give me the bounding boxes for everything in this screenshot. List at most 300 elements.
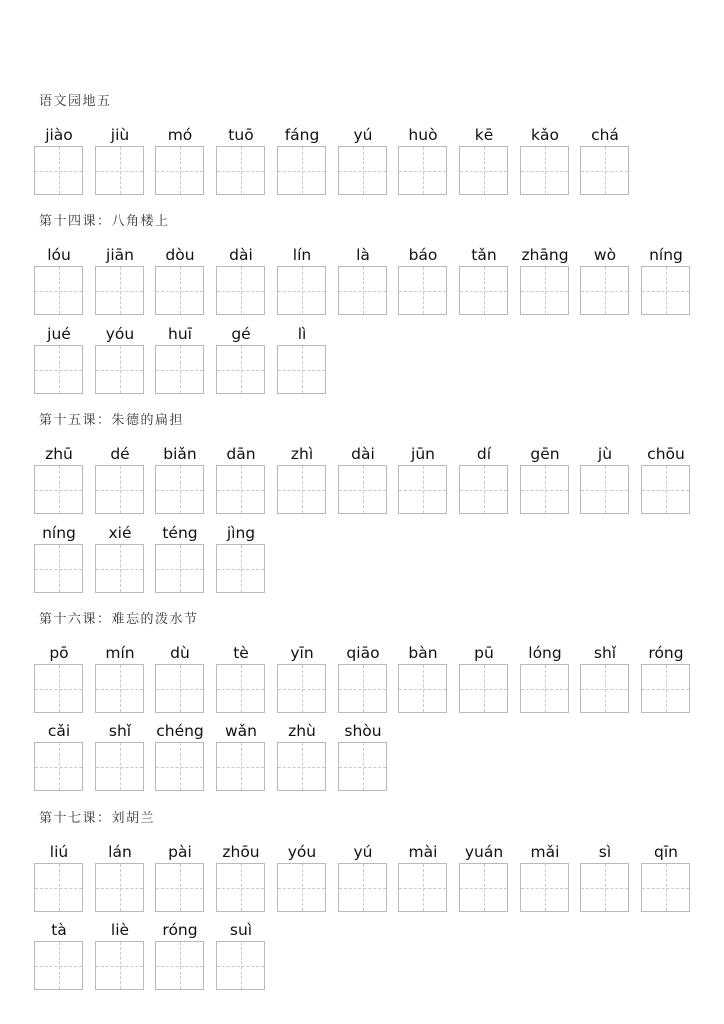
pinyin-label: mǎi — [530, 843, 560, 861]
tianzige-writing-box[interactable] — [398, 664, 447, 713]
tianzige-writing-box[interactable] — [277, 664, 326, 713]
pinyin-label: tè — [233, 644, 249, 662]
pinyin-label: yīn — [290, 644, 314, 662]
tianzige-writing-box[interactable] — [34, 266, 83, 315]
writing-cell — [155, 126, 205, 196]
writing-cell — [338, 246, 388, 316]
pinyin-label: tà — [51, 921, 67, 939]
grid-guide-horizontal — [156, 569, 203, 570]
pinyin-label: mín — [105, 644, 135, 662]
tianzige-writing-box[interactable] — [34, 941, 83, 990]
grid-guide-horizontal — [399, 888, 446, 889]
grid-guide-horizontal — [217, 767, 264, 768]
writing-cell — [34, 126, 84, 196]
grid-guide-horizontal — [339, 171, 386, 172]
pinyin-label: gé — [231, 325, 251, 343]
writing-cell — [520, 445, 570, 515]
pinyin-label: gēn — [530, 445, 560, 463]
grid-guide-horizontal — [217, 888, 264, 889]
pinyin-label: liè — [110, 921, 130, 939]
writing-cell — [95, 325, 145, 395]
writing-cell — [580, 445, 630, 515]
pinyin-row — [34, 921, 277, 991]
grid-guide-horizontal — [96, 490, 143, 491]
writing-cell — [641, 246, 691, 316]
writing-cell — [34, 921, 84, 991]
grid-guide-horizontal — [217, 966, 264, 967]
tianzige-writing-box[interactable] — [398, 863, 447, 912]
grid-guide-horizontal — [521, 171, 568, 172]
tianzige-writing-box[interactable] — [95, 742, 144, 791]
tianzige-writing-box[interactable] — [641, 266, 690, 315]
writing-cell — [155, 644, 205, 714]
writing-cell — [277, 843, 327, 913]
grid-guide-horizontal — [35, 370, 82, 371]
grid-guide-horizontal — [35, 888, 82, 889]
tianzige-writing-box[interactable] — [34, 544, 83, 593]
grid-guide-horizontal — [156, 490, 203, 491]
tianzige-writing-box[interactable] — [277, 146, 326, 195]
pinyin-label: jìng — [226, 524, 256, 542]
pinyin-label: dù — [170, 644, 190, 662]
tianzige-writing-box[interactable] — [216, 863, 265, 912]
writing-cell — [34, 325, 84, 395]
pinyin-row — [34, 445, 702, 515]
tianzige-writing-box[interactable] — [641, 863, 690, 912]
grid-guide-horizontal — [35, 966, 82, 967]
tianzige-writing-box[interactable] — [34, 345, 83, 394]
pinyin-label: jiào — [45, 126, 73, 144]
grid-guide-horizontal — [156, 888, 203, 889]
pinyin-label: níng — [649, 246, 683, 264]
grid-guide-horizontal — [581, 490, 628, 491]
pinyin-label: tǎn — [471, 246, 497, 264]
grid-guide-horizontal — [581, 888, 628, 889]
pinyin-label: chéng — [156, 722, 204, 740]
tianzige-writing-box[interactable] — [95, 146, 144, 195]
tianzige-writing-box[interactable] — [580, 465, 629, 514]
pinyin-label: mó — [167, 126, 193, 144]
tianzige-writing-box[interactable] — [216, 345, 265, 394]
tianzige-writing-box[interactable] — [520, 266, 569, 315]
grid-guide-horizontal — [521, 490, 568, 491]
grid-guide-horizontal — [35, 291, 82, 292]
pinyin-label: lóu — [47, 246, 71, 264]
tianzige-writing-box[interactable] — [398, 146, 447, 195]
tianzige-writing-box[interactable] — [95, 345, 144, 394]
grid-guide-horizontal — [521, 291, 568, 292]
pinyin-label: là — [356, 246, 370, 264]
grid-guide-horizontal — [581, 291, 628, 292]
grid-guide-horizontal — [460, 888, 507, 889]
pinyin-label: zhū — [45, 445, 73, 463]
tianzige-writing-box[interactable] — [95, 544, 144, 593]
grid-guide-horizontal — [399, 291, 446, 292]
pinyin-label: tuō — [228, 126, 254, 144]
writing-cell — [216, 325, 266, 395]
section-title: 语文园地五 — [39, 94, 112, 109]
tianzige-writing-box[interactable] — [216, 941, 265, 990]
writing-cell — [216, 722, 266, 792]
pinyin-label: liú — [49, 843, 69, 861]
tianzige-writing-box[interactable] — [216, 146, 265, 195]
pinyin-label: yóu — [105, 325, 135, 343]
writing-cell — [398, 246, 448, 316]
writing-cell — [155, 722, 205, 792]
tianzige-writing-box[interactable] — [155, 664, 204, 713]
writing-cell — [95, 524, 145, 594]
writing-cell — [338, 445, 388, 515]
writing-cell — [216, 445, 266, 515]
writing-cell — [34, 722, 84, 792]
grid-guide-horizontal — [278, 370, 325, 371]
writing-cell — [459, 445, 509, 515]
pinyin-label: jiù — [110, 126, 130, 144]
tianzige-writing-box[interactable] — [95, 863, 144, 912]
writing-cell — [34, 644, 84, 714]
writing-cell — [398, 445, 448, 515]
writing-cell — [641, 644, 691, 714]
section-title: 第十四课：八角楼上 — [39, 214, 170, 229]
grid-guide-horizontal — [339, 767, 386, 768]
grid-guide-horizontal — [339, 689, 386, 690]
section-title: 第十七课：刘胡兰 — [39, 811, 156, 826]
writing-cell — [520, 246, 570, 316]
writing-cell — [277, 644, 327, 714]
writing-cell — [459, 246, 509, 316]
tianzige-writing-box[interactable] — [34, 146, 83, 195]
pinyin-label: xié — [108, 524, 132, 542]
section-title: 第十六课：难忘的泼水节 — [39, 612, 199, 627]
pinyin-row — [34, 325, 338, 395]
pinyin-label: róng — [162, 921, 198, 939]
grid-guide-horizontal — [399, 171, 446, 172]
writing-cell — [95, 246, 145, 316]
pinyin-label: lì — [297, 325, 307, 343]
pinyin-label: chá — [591, 126, 619, 144]
tianzige-writing-box[interactable] — [641, 465, 690, 514]
writing-cell — [580, 644, 630, 714]
grid-guide-horizontal — [642, 689, 689, 690]
grid-guide-horizontal — [96, 888, 143, 889]
pinyin-label: yuán — [464, 843, 504, 861]
writing-cell — [580, 246, 630, 316]
tianzige-writing-box[interactable] — [580, 146, 629, 195]
grid-guide-horizontal — [581, 689, 628, 690]
pinyin-row — [34, 843, 702, 913]
tianzige-writing-box[interactable] — [216, 465, 265, 514]
grid-guide-horizontal — [217, 370, 264, 371]
writing-cell — [338, 126, 388, 196]
pinyin-label: zhāng — [521, 246, 569, 264]
pinyin-label: dān — [226, 445, 256, 463]
writing-cell — [95, 921, 145, 991]
writing-cell — [216, 126, 266, 196]
writing-cell — [277, 126, 327, 196]
writing-cell — [277, 445, 327, 515]
pinyin-label: biǎn — [163, 445, 197, 463]
tianzige-writing-box[interactable] — [459, 146, 508, 195]
writing-cell — [520, 644, 570, 714]
grid-guide-horizontal — [217, 569, 264, 570]
pinyin-label: téng — [162, 524, 198, 542]
grid-guide-horizontal — [96, 569, 143, 570]
pinyin-label: wò — [593, 246, 617, 264]
pinyin-row — [34, 644, 702, 714]
pinyin-label: wǎn — [225, 722, 257, 740]
grid-guide-horizontal — [96, 291, 143, 292]
writing-cell — [216, 921, 266, 991]
pinyin-label: pū — [474, 644, 494, 662]
writing-cell — [398, 126, 448, 196]
grid-guide-horizontal — [96, 966, 143, 967]
tianzige-writing-box[interactable] — [216, 664, 265, 713]
pinyin-label: fáng — [284, 126, 320, 144]
grid-guide-horizontal — [460, 171, 507, 172]
tianzige-writing-box[interactable] — [155, 941, 204, 990]
tianzige-writing-box[interactable] — [216, 266, 265, 315]
tianzige-writing-box[interactable] — [216, 544, 265, 593]
pinyin-label: jué — [47, 325, 71, 343]
grid-guide-horizontal — [96, 171, 143, 172]
pinyin-label: níng — [42, 524, 76, 542]
tianzige-writing-box[interactable] — [580, 863, 629, 912]
grid-guide-horizontal — [156, 171, 203, 172]
tianzige-writing-box[interactable] — [641, 664, 690, 713]
grid-guide-horizontal — [339, 490, 386, 491]
tianzige-writing-box[interactable] — [277, 266, 326, 315]
writing-cell — [277, 722, 327, 792]
tianzige-writing-box[interactable] — [277, 863, 326, 912]
tianzige-writing-box[interactable] — [338, 465, 387, 514]
writing-cell — [95, 126, 145, 196]
tianzige-writing-box[interactable] — [459, 266, 508, 315]
grid-guide-horizontal — [460, 490, 507, 491]
writing-cell — [155, 246, 205, 316]
tianzige-writing-box[interactable] — [459, 863, 508, 912]
tianzige-writing-box[interactable] — [155, 863, 204, 912]
tianzige-writing-box[interactable] — [34, 664, 83, 713]
pinyin-label: jù — [597, 445, 613, 463]
pinyin-label: báo — [408, 246, 438, 264]
writing-cell — [155, 921, 205, 991]
grid-guide-horizontal — [278, 291, 325, 292]
tianzige-writing-box[interactable] — [520, 664, 569, 713]
pinyin-label: shòu — [344, 722, 382, 740]
pinyin-label: jiān — [106, 246, 134, 264]
tianzige-writing-box[interactable] — [155, 742, 204, 791]
pinyin-label: jūn — [411, 445, 435, 463]
writing-cell — [95, 445, 145, 515]
grid-guide-horizontal — [35, 171, 82, 172]
writing-cell — [520, 843, 570, 913]
tianzige-writing-box[interactable] — [155, 146, 204, 195]
pinyin-label: mài — [408, 843, 438, 861]
pinyin-label: bàn — [408, 644, 438, 662]
writing-cell — [95, 644, 145, 714]
grid-guide-horizontal — [339, 291, 386, 292]
tianzige-writing-box[interactable] — [338, 266, 387, 315]
writing-cell — [398, 843, 448, 913]
tianzige-writing-box[interactable] — [95, 465, 144, 514]
pinyin-label: shǐ — [593, 644, 617, 662]
pinyin-label: róng — [648, 644, 684, 662]
pinyin-label: zhōu — [222, 843, 260, 861]
pinyin-label: yóu — [287, 843, 317, 861]
pinyin-label: qiāo — [346, 644, 380, 662]
grid-guide-horizontal — [278, 689, 325, 690]
pinyin-row — [34, 524, 277, 594]
writing-cell — [459, 644, 509, 714]
pinyin-label: dí — [476, 445, 492, 463]
tianzige-writing-box[interactable] — [338, 863, 387, 912]
tianzige-writing-box[interactable] — [34, 465, 83, 514]
tianzige-writing-box[interactable] — [34, 742, 83, 791]
writing-cell — [338, 843, 388, 913]
tianzige-writing-box[interactable] — [155, 266, 204, 315]
tianzige-writing-box[interactable] — [520, 863, 569, 912]
tianzige-writing-box[interactable] — [155, 345, 204, 394]
writing-cell — [641, 445, 691, 515]
grid-guide-horizontal — [521, 888, 568, 889]
grid-guide-horizontal — [278, 767, 325, 768]
grid-guide-horizontal — [642, 888, 689, 889]
tianzige-writing-box[interactable] — [338, 146, 387, 195]
writing-cell — [580, 126, 630, 196]
writing-cell — [277, 246, 327, 316]
pinyin-label: dòu — [165, 246, 195, 264]
grid-guide-horizontal — [581, 171, 628, 172]
pinyin-label: yú — [353, 126, 373, 144]
writing-cell — [34, 445, 84, 515]
writing-cell — [520, 126, 570, 196]
pinyin-row — [34, 246, 702, 316]
pinyin-label: dài — [229, 246, 253, 264]
writing-cell — [155, 445, 205, 515]
writing-cell — [398, 644, 448, 714]
tianzige-writing-box[interactable] — [277, 742, 326, 791]
writing-cell — [155, 843, 205, 913]
grid-guide-horizontal — [521, 689, 568, 690]
pinyin-label: dài — [351, 445, 375, 463]
writing-cell — [459, 843, 509, 913]
grid-guide-horizontal — [460, 689, 507, 690]
writing-cell — [95, 722, 145, 792]
tianzige-writing-box[interactable] — [95, 266, 144, 315]
tianzige-writing-box[interactable] — [338, 742, 387, 791]
grid-guide-horizontal — [278, 888, 325, 889]
grid-guide-horizontal — [339, 888, 386, 889]
grid-guide-horizontal — [278, 171, 325, 172]
tianzige-writing-box[interactable] — [398, 465, 447, 514]
tianzige-writing-box[interactable] — [277, 465, 326, 514]
grid-guide-horizontal — [156, 291, 203, 292]
grid-guide-horizontal — [642, 490, 689, 491]
grid-guide-horizontal — [278, 490, 325, 491]
grid-guide-horizontal — [96, 689, 143, 690]
pinyin-label: zhù — [288, 722, 316, 740]
pinyin-label: dé — [110, 445, 130, 463]
grid-guide-horizontal — [35, 767, 82, 768]
writing-cell — [95, 843, 145, 913]
writing-cell — [216, 524, 266, 594]
pinyin-label: lán — [108, 843, 132, 861]
grid-guide-horizontal — [35, 689, 82, 690]
writing-cell — [459, 126, 509, 196]
grid-guide-horizontal — [156, 966, 203, 967]
writing-cell — [216, 246, 266, 316]
pinyin-label: huò — [408, 126, 438, 144]
writing-cell — [580, 843, 630, 913]
writing-cell — [216, 843, 266, 913]
pinyin-label: lín — [292, 246, 312, 264]
pinyin-label: lóng — [528, 644, 562, 662]
writing-cell — [155, 524, 205, 594]
writing-cell — [34, 246, 84, 316]
tianzige-writing-box[interactable] — [580, 266, 629, 315]
grid-guide-horizontal — [217, 490, 264, 491]
pinyin-label: yú — [353, 843, 373, 861]
pinyin-label: cǎi — [47, 722, 71, 740]
tianzige-writing-box[interactable] — [155, 544, 204, 593]
writing-cell — [338, 644, 388, 714]
tianzige-writing-box[interactable] — [95, 941, 144, 990]
pinyin-row — [34, 126, 641, 196]
tianzige-writing-box[interactable] — [34, 863, 83, 912]
grid-guide-horizontal — [217, 291, 264, 292]
pinyin-label: huī — [168, 325, 192, 343]
writing-cell — [34, 843, 84, 913]
pinyin-label: chōu — [647, 445, 685, 463]
tianzige-writing-box[interactable] — [95, 664, 144, 713]
tianzige-writing-box[interactable] — [520, 146, 569, 195]
grid-guide-horizontal — [156, 767, 203, 768]
pinyin-label: kē — [474, 126, 494, 144]
grid-guide-horizontal — [460, 291, 507, 292]
section-title: 第十五课：朱德的扁担 — [39, 413, 185, 428]
tianzige-writing-box[interactable] — [155, 465, 204, 514]
grid-guide-horizontal — [399, 689, 446, 690]
pinyin-label: suì — [229, 921, 253, 939]
grid-guide-horizontal — [156, 370, 203, 371]
pinyin-label: pài — [168, 843, 192, 861]
tianzige-writing-box[interactable] — [459, 664, 508, 713]
writing-cell — [277, 325, 327, 395]
pinyin-label: kǎo — [531, 126, 559, 144]
grid-guide-horizontal — [217, 689, 264, 690]
writing-cell — [155, 325, 205, 395]
tianzige-writing-box[interactable] — [459, 465, 508, 514]
tianzige-writing-box[interactable] — [398, 266, 447, 315]
pinyin-row — [34, 722, 398, 792]
tianzige-writing-box[interactable] — [338, 664, 387, 713]
tianzige-writing-box[interactable] — [216, 742, 265, 791]
pinyin-label: shǐ — [108, 722, 132, 740]
writing-cell — [338, 722, 388, 792]
tianzige-writing-box[interactable] — [520, 465, 569, 514]
grid-guide-horizontal — [156, 689, 203, 690]
grid-guide-horizontal — [217, 171, 264, 172]
pinyin-label: zhì — [290, 445, 314, 463]
grid-guide-horizontal — [35, 490, 82, 491]
tianzige-writing-box[interactable] — [277, 345, 326, 394]
pinyin-label: sì — [598, 843, 612, 861]
grid-guide-horizontal — [642, 291, 689, 292]
writing-cell — [641, 843, 691, 913]
tianzige-writing-box[interactable] — [580, 664, 629, 713]
writing-cell — [216, 644, 266, 714]
grid-guide-horizontal — [96, 767, 143, 768]
